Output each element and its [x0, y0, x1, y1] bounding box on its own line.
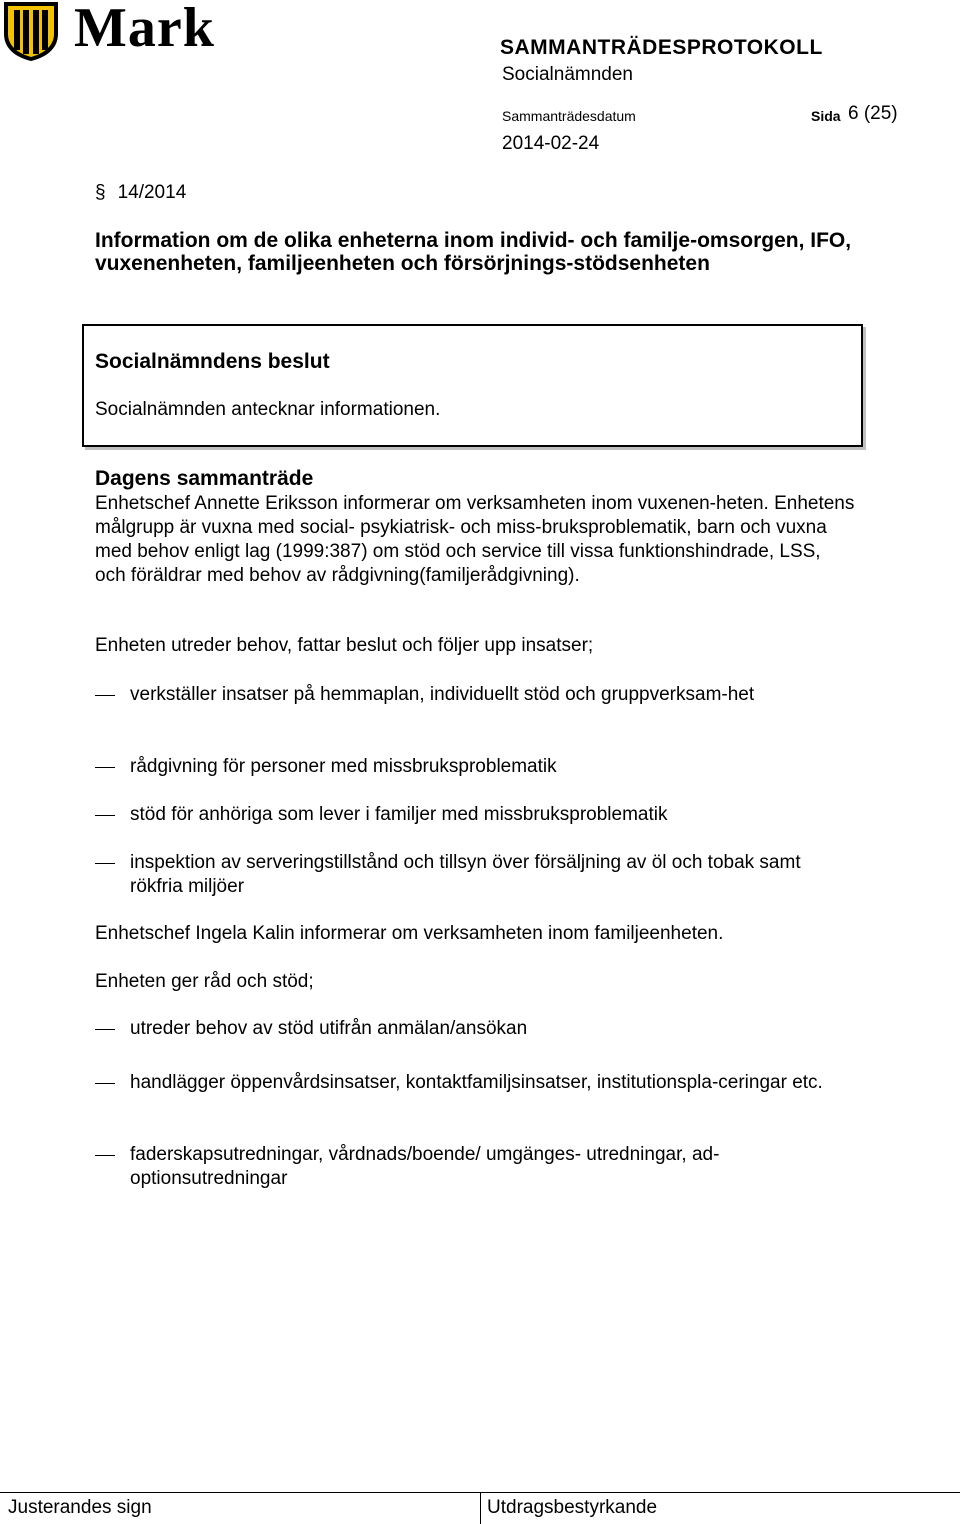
page-number: 6 (25): [848, 103, 898, 124]
dash-bullet: [95, 767, 115, 768]
committee-name: Socialnämnden: [502, 64, 633, 85]
meeting-date: 2014-02-24: [502, 133, 600, 154]
footer-column-divider: [480, 1492, 481, 1524]
list-item-text: faderskapsutredningar, vårdnads/boende/ umgänges- utredningar, ad-optionsutredningar: [130, 1144, 720, 1189]
footer-signature-label: Justerandes sign: [8, 1497, 152, 1518]
page-label: Sida: [811, 108, 841, 124]
dash-bullet: [95, 863, 115, 864]
dash-bullet: [95, 815, 115, 816]
item-number-value: 14/2014: [117, 182, 187, 203]
footer-certification-label: Utdragsbestyrkande: [487, 1497, 658, 1518]
dash-bullet: [95, 1083, 115, 1084]
list-item-text: utreder behov av stöd utifrån anmälan/ansökan: [130, 1018, 528, 1039]
dash-bullet: [95, 1155, 115, 1156]
meeting-heading: Dagens sammanträde: [95, 467, 314, 490]
list-item-text: rådgivning för personer med missbruksproblematik: [130, 756, 557, 777]
meeting-paragraph-3: Enhetschef Ingela Kalin informerar om verksamheten inom familjeenheten.: [95, 923, 724, 944]
meeting-date-label: Sammanträdesdatum: [502, 108, 636, 124]
meeting-paragraph-4: Enheten ger råd och stöd;: [95, 971, 314, 992]
list-item-text: inspektion av serveringstillstånd och tillsyn över försäljning av öl och tobak samt rökfria miljöer: [130, 852, 801, 897]
dash-bullet: [95, 695, 115, 696]
paragraph-sign: §: [95, 182, 106, 203]
coat-of-arms-icon: [2, 0, 62, 62]
meeting-paragraph-1: Enhetschef Annette Eriksson informerar om verksamheten inom vuxenen-heten. Enhetens målgrupp är vuxna med social- psykiatrisk- och miss-bruksproblematik, barn och vuxna med behov enligt lag (1999:387) om stöd och service till vissa funktionshindrade, LSS, och föräldrar med behov av rådgivning(familjerådgivning).: [95, 493, 855, 586]
item-number: [95, 182, 186, 204]
decision-text: Socialnämnden antecknar informationen.: [95, 399, 441, 420]
list-item-text: stöd för anhöriga som lever i familjer med missbruksproblematik: [130, 804, 668, 825]
logo-wordmark: Mark: [74, 0, 215, 59]
list-item-text: handlägger öppenvårdsinsatser, kontaktfamiljsinsatser, institutionspla-ceringar etc.: [130, 1072, 823, 1093]
meeting-paragraph-2: Enheten utreder behov, fattar beslut och följer upp insatser;: [95, 635, 594, 656]
list-item-text: verkställer insatser på hemmaplan, individuellt stöd och gruppverksam-het: [130, 684, 755, 705]
document-title: SAMMANTRÄDESPROTOKOLL: [500, 36, 823, 59]
decision-heading: Socialnämndens beslut: [95, 350, 330, 373]
logo: [0, 0, 240, 62]
decision-box: [82, 324, 863, 447]
dash-bullet: [95, 1029, 115, 1030]
item-title: Information om de olika enheterna inom individ- och familje-omsorgen, IFO, vuxenenheten, familjeenheten och försörjnings-stödsenheten: [95, 229, 852, 275]
